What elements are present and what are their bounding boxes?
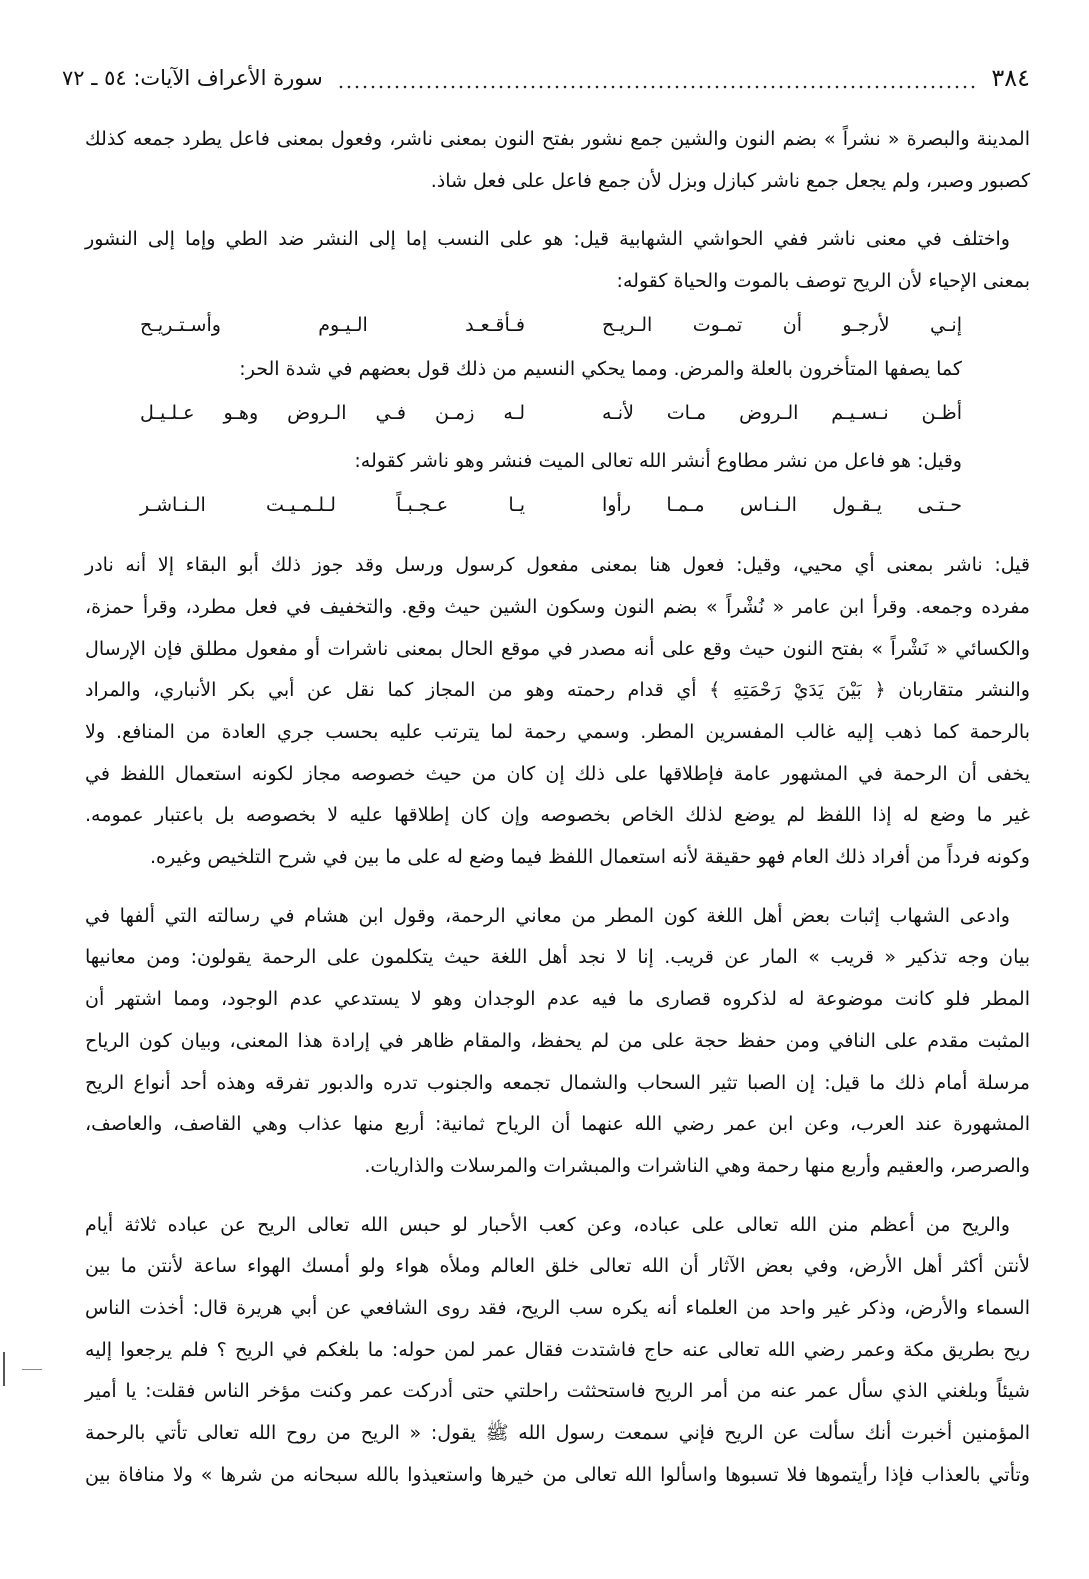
text-line: المدينة والبصرة « نشراً » بضم النون والشين جمع نشور بفتح النون بمعنى ناشر، وفعول بمعنى فاعل يطرد جمعه كذلك (85, 128, 1030, 150)
paragraph (85, 219, 1030, 528)
text-line: المطر فلو كانت موضوعة له لذكروه قصارى ما فيه عدم الوجدان وهو لا يستدعي عدم الوجود، ومما اشتهر أن (85, 988, 1030, 1011)
text-line: والنشر متقاربان ﴿ بَيْنَ يَدَيْ رَحْمَتِهِ ﴾ أي قدام رحمته وهو من المجاز كما نقل عن أبي بكر الأنباري، والمراد (85, 679, 1030, 702)
dot-leader (337, 85, 978, 89)
text-line: والريح من أعظم منن الله تعالى على عباده، وعن كعب الأحبار لو حبس الله تعالى الريح عن عباده ثلاثة أيام (85, 1213, 1010, 1236)
running-header (62, 58, 1030, 98)
text-line: مرسلة أمام ذلك ما قيل: إن الصبا تثير السحاب والشمال تجمعه والجنوب تدره والدبور تفرقه وهذه أحد أنواع الريح (85, 1071, 1030, 1094)
text-line: بيان وجه تذكير « قريب » المار عن قريب. إنا لا نجد أهل اللغة حيث يتكلمون على الرحمة يقولون: ومن معانيها (85, 946, 1030, 969)
text-line: المؤمنين أخبرت أنك سألت عن الريح فإني سمعت رسول الله ﷺ يقول: « الريح من روح الله تعالى تأتي بالرحمة (85, 1422, 1030, 1444)
text-line: ريح بطريق مكة وعمر رضي الله تعالى عنه حاج فاشتدت فقال عمر لمن حوله: ما بلغكم في الريح ؟ فلم يرجعوا إليه (85, 1338, 1030, 1361)
page-body (85, 119, 1030, 1496)
verse-first-hemistich: حـتـى يـقـول الـنـاس مـمـا رأوا (602, 493, 962, 516)
text-line: وقيل: هو فاعل من نشر مطاوع أنشر الله تعالى الميت فنشر وهو ناشر كقوله: (354, 449, 962, 472)
text-line: المثبت مقدم على النافي ومن حفظ حجة على من لم يحفظ، والمقام ظاهر في إرادة هذا المعنى، وبيان كون الرياح (85, 1029, 1030, 1052)
page-number: ٣٨٤ (991, 64, 1030, 92)
text-line: بالرحمة كما ذهب إليه غالب المفسرين المطر. وسمي رحمة لما يترتب عليه بحسب جري العادة من المنافع. ولا (85, 721, 1030, 743)
text-line: كصبور وصبر، ولم يجعل جمع ناشر كبازل وبزل لأن جمع فاعل على فعل شاذ. (430, 169, 1030, 192)
text-line: والكسائي « نَشْراً » بفتح النون حيث وقع على أنه مصدر في موقع الحال بمعنى ناشرات أو مفعول مطلق فإن الإرسال (85, 637, 1030, 660)
paragraph (85, 119, 1030, 202)
verse-second-hemistich: فـأقـعـد الـيـوم وأسـتـريـح (140, 313, 525, 336)
header-title: سورة الأعراف الآيات: ٥٤ ـ ٧٢ (62, 66, 323, 90)
verse-first-hemistich: إنـي لأرجـو أن تمـوت الـريـح (602, 313, 962, 336)
text-line: يخفى أن الرحمة في المشهور عامة فإطلاقها على ذلك إن كان من حيث خصوصه مجاز لكونه استعمال اللفظ في (85, 762, 1030, 785)
text-line: لأنتن أكثر أهل الأرض، وفي بعض الآثار أن الله تعالى خلق العالم وملأه هواء ولو أمسك الهواء ساعة لأنتن ما بين (85, 1255, 1030, 1278)
verse-line (85, 483, 1030, 529)
scan-edge-mark (3, 1352, 5, 1386)
paragraph (85, 1205, 1030, 1497)
paragraph (85, 545, 1030, 879)
text-line: المشهورة عند العرب، وعن ابن عمر رضي الله عنهما أن الرياح ثمانية: أربع منها عذاب وهي القاصف، والعاصف، (85, 1113, 1030, 1136)
verse-second-hemistich: يـا عـجـبـاً لـلـمـيـت الـنـاشـر (140, 493, 525, 516)
text-line: شيئاً وبلغني الذي سأل عمر عنه من أمر الريح فاستحثثت راحلتي حتى أدركت عمر وكنت مؤخر الناس فقلت: يا أمير (85, 1380, 1030, 1403)
text-line: والصرصر، والعقيم وأربع منها رحمة وهي الناشرات والمبشرات والمرسلات والذاريات. (364, 1154, 1030, 1177)
text-line: بمعنى الإحياء لأن الريح توصف بالموت والحياة كقوله: (616, 270, 1030, 293)
verse-line (85, 303, 1030, 347)
verse-second-hemistich: لـه زمـن فـي الـروض وهـو عـلـيـل (140, 401, 525, 424)
text-line: وكونه فرداً من أفراد ذلك العام فهو حقيقة لأنه استعمال اللفظ فيما وضع له على ما بين في شرح التلخيص وغيره. (149, 846, 1030, 869)
text-line: واختلف في معنى ناشر ففي الحواشي الشهابية قيل: هو على النسب إما إلى النشر ضد الطي وإما إلى النشور (85, 228, 1010, 251)
text-line: قيل: ناشر بمعنى أي محيي، وقيل: فعول هنا بمعنى مفعول كرسول ورسل وقد جوز ذلك أبو البقاء إلا أنه نادر (85, 554, 1030, 577)
verse-first-hemistich: أظـن نـسـيـم الـروض مـات لأنـه (602, 401, 962, 424)
text-line: مفرده وجمعه. وقرأ ابن عامر « نُشْراً » بضم النون وسكون الشين حيث وقع. والتخفيف في فعل مطرد، وقرأ حمزة، (85, 595, 1030, 618)
text-line: السماء والأرض، وذكر غير واحد من العلماء أنه يكره سب الريح، فقد روى الشافعي عن أبي هريرة قال: أخذت الناس (85, 1296, 1030, 1319)
text-line: وتأتي بالعذاب فإذا رأيتموها فلا تسبوها واسألوا الله تعالى من خيرها واستعيذوا بالله سبحانه من شرها » ولا منافاة بين (85, 1463, 1030, 1486)
verse-line (85, 391, 1030, 435)
text-line: وادعى الشهاب إثبات بعض أهل اللغة كون المطر من معاني الرحمة، وقول ابن هشام في رسالته التي ألفها في (85, 904, 1010, 927)
text-line: غير ما وضع له إذا اللفظ لم يوضع لذلك الخاص بخصوصه وإن كان إطلاقها عليه لا بخصوصه بل باعتبار عمومه. (85, 804, 1030, 827)
text-line: كما يصفها المتأخرون بالعلة والمرض. ومما يحكي النسيم من ذلك قول بعضهم في شدة الحر: (239, 357, 962, 380)
scan-edge-mark (22, 1369, 42, 1370)
paragraph (85, 896, 1030, 1188)
